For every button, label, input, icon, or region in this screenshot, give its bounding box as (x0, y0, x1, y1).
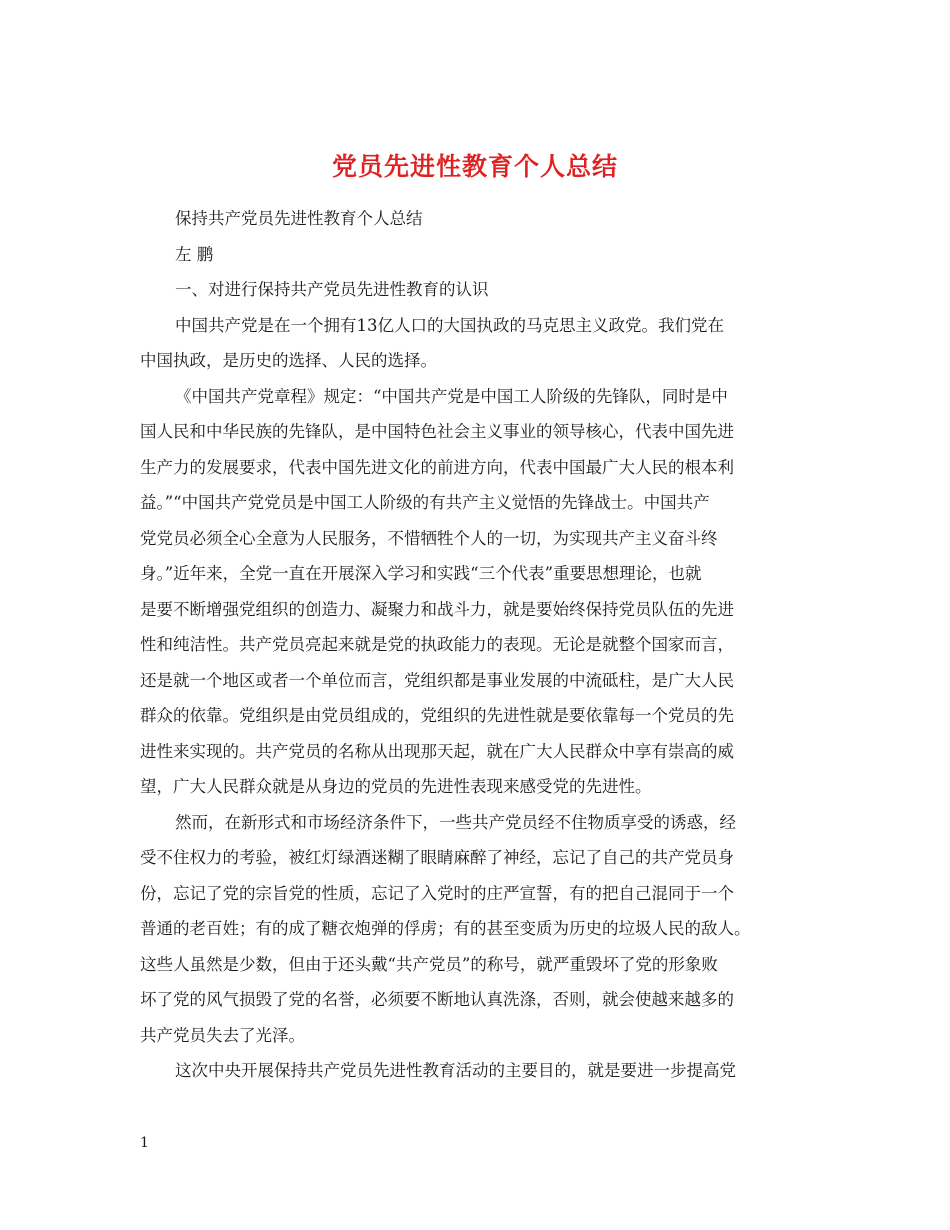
text-line: 群众的依靠。党组织是由党员组成的，党组织的先进性就是要依靠每一个党员的先 (140, 706, 734, 725)
text-line: 性和纯洁性。共产党员亮起来就是党的执政能力的表现。无论是就整个国家而言， (140, 635, 734, 654)
text-line: 党党员必须全心全意为人民服务，不惜牺牲个人的一切，为实现共产主义奋斗终 (140, 528, 718, 548)
text-line: 国人民和中华民族的先锋队，是中国特色社会主义事业的领导核心，代表中国先进 (140, 422, 734, 441)
text-line: 受不住权力的考验，被红灯绿酒迷糊了眼睛麻醉了神经，忘记了自己的共产党员身 (140, 848, 734, 867)
text-line: 进性来实现的。共产党员的名称从出现那天起，就在广大人民群众中享有崇高的威 (140, 741, 734, 761)
text-line: 望，广大人民群众就是从身边的党员的先进性表现来感受党的先进性。 (140, 777, 652, 796)
text-line: 益。”“中国共产党党员是中国工人阶级的有共产主义觉悟的先锋战士。中国共产 (140, 493, 710, 512)
paragraph (140, 201, 830, 237)
text-line: 中国共产党是在一个拥有13亿人口的大国执政的马克思主义政党。我们党在 (175, 315, 724, 335)
text-line: 左 鹏 (175, 244, 214, 264)
text-line: 身。”近年来，全党一直在开展深入学习和实践“三个代表”重要思想理论，也就 (140, 564, 702, 583)
document-body (140, 201, 830, 1089)
text-line: 保持共产党员先进性教育个人总结 (175, 209, 423, 228)
page-number: 1 (140, 1135, 149, 1151)
text-line: 这些人虽然是少数，但由于还头戴“共产党员”的称号，就严重毁坏了党的形象败 (140, 954, 718, 974)
paragraph (140, 272, 830, 308)
text-line: 还是就一个地区或者一个单位而言，党组织都是事业发展的中流砥柱，是广大人民 (140, 670, 734, 690)
text-line: 这次中央开展保持共产党员先进性教育活动的主要目的，就是要进一步提高党 (175, 1061, 736, 1080)
paragraph (140, 308, 830, 379)
text-line: 是要不断增强党组织的创造力、凝聚力和战斗力，就是要始终保持党员队伍的先进 (140, 599, 734, 619)
text-line: 中国执政，是历史的选择、人民的选择。 (140, 351, 437, 370)
text-line: 《中国共产党章程》规定：“中国共产党是中国工人阶级的先锋队，同时是中 (175, 386, 728, 406)
text-line: 份，忘记了党的宗旨党的性质，忘记了入党时的庄严宣誓，有的把自己混同于一个 (140, 883, 734, 903)
text-line: 一、对进行保持共产党员先进性教育的认识 (175, 280, 489, 299)
page-title: 党员先进性教育个人总结 (331, 151, 618, 181)
text-line: 普通的老百姓；有的成了糖衣炮弹的俘虏；有的甚至变质为历史的垃圾人民的敌人。 (140, 919, 751, 938)
text-line: 然而，在新形式和市场经济条件下，一些共产党员经不住物质享受的诱惑，经 (175, 812, 736, 832)
paragraph (140, 379, 830, 805)
text-line: 坏了党的风气损毁了党的名誉，必须要不断地认真洗涤，否则，就会使越来越多的 (140, 990, 734, 1009)
text-line: 共产党员失去了光泽。 (140, 1025, 305, 1045)
paragraph (140, 237, 830, 273)
text-line: 生产力的发展要求，代表中国先进文化的前进方向，代表中国最广大人民的根本利 (140, 457, 734, 477)
paragraph (140, 1053, 830, 1089)
paragraph (140, 805, 830, 1054)
